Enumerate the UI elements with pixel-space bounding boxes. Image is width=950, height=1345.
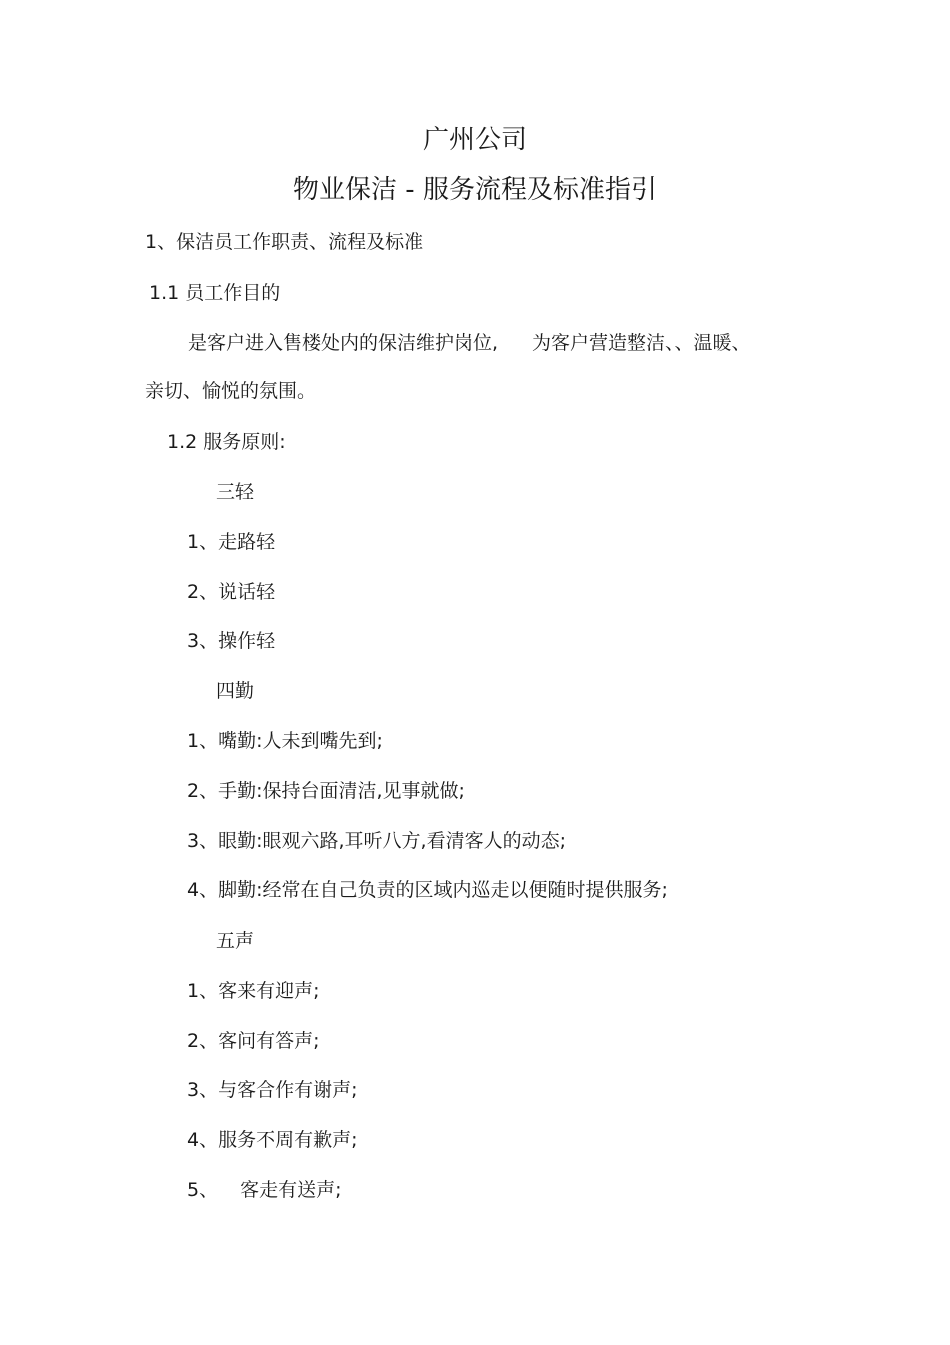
list-item: 1、走路轻: [187, 531, 276, 553]
paragraph-part2: 为客户营造整洁、、温暖、: [532, 332, 751, 354]
section-1-2-heading: 1.2 服务原则:: [167, 431, 286, 453]
section-1-1-heading: 1.1 员工作目的: [149, 282, 281, 304]
company-title: 广州公司: [422, 125, 527, 155]
list-item: 2、客问有答声;: [187, 1030, 320, 1052]
section-1-1-paragraph-line1: [188, 331, 751, 355]
paragraph-part1: 是客户进入售楼处内的保洁维护岗位,: [188, 332, 499, 354]
section-1-1-paragraph-line2: 亲切、愉悦的氛围。: [145, 380, 317, 402]
list-item: 2、手勤:保持台面清洁,见事就做;: [187, 780, 465, 802]
list-item: 3、眼勤:眼观六路,耳听八方,看清客人的动态;: [187, 830, 566, 852]
list-item: 1、嘴勤:人未到嘴先到;: [187, 730, 383, 752]
wu-sheng-label: 五声: [216, 930, 255, 952]
list-item-number: 5、: [187, 1179, 219, 1201]
san-qing-label: 三轻: [216, 481, 255, 503]
section-1-heading: 1、保洁员工作职责、流程及标准: [145, 231, 424, 253]
list-item: 3、与客合作有谢声;: [187, 1079, 358, 1101]
list-item: 2、说话轻: [187, 581, 276, 603]
list-item: 3、操作轻: [187, 630, 276, 652]
list-item: 1、客来有迎声;: [187, 980, 320, 1002]
document-title: 物业保洁 - 服务流程及标准指引: [293, 175, 657, 205]
list-item-text: 客走有送声;: [240, 1179, 342, 1201]
list-item: 4、服务不周有歉声;: [187, 1129, 358, 1151]
list-item: [187, 1178, 342, 1202]
si-qin-label: 四勤: [216, 680, 255, 702]
list-item: 4、脚勤:经常在自己负责的区域内巡走以便随时提供服务;: [187, 879, 668, 901]
